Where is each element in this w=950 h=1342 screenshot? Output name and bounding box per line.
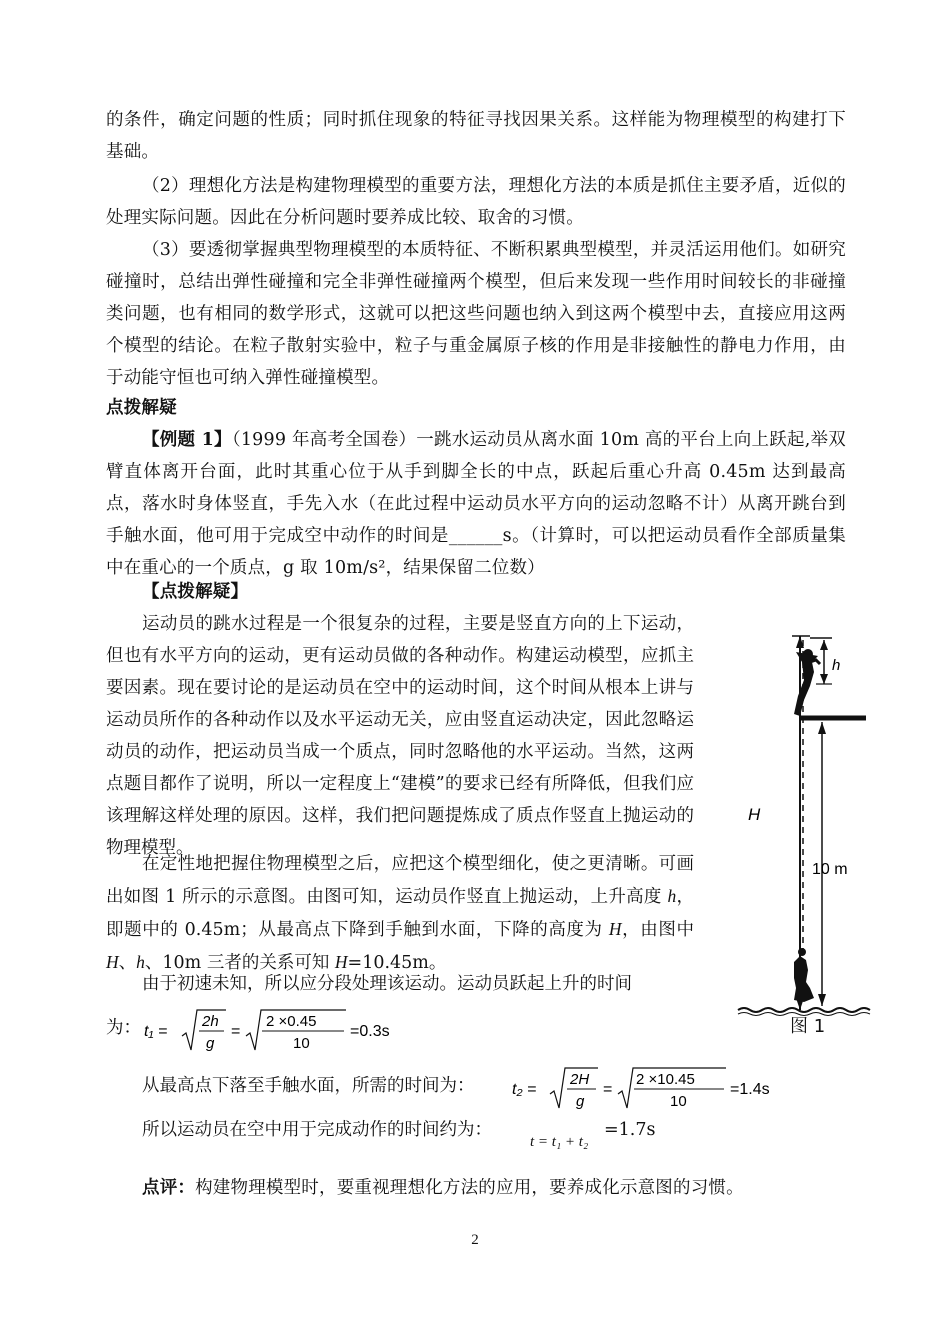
label-h: h — [832, 657, 841, 674]
figure-1-diving-diagram — [730, 622, 880, 1042]
label-H: H — [748, 805, 761, 824]
page-number: 2 — [471, 1232, 479, 1248]
solution-paragraph-2: 在定性地把握住物理模型之后，应把这个模型细化，使之更清晰。可画出如图 1 所示的示意图。由图可知，运动员作竖直上抛运动，上升高度 h，即题中的 0.45m；从最高点下降到手触到水面，下降的高度为 H，由图中 H、h、10m 三者的关系可知 H=10.45m。 — [106, 854, 695, 973]
formula-t2 — [510, 1064, 810, 1112]
figure-caption: 图 1 — [790, 1016, 826, 1037]
t1-frac1-den: g — [206, 1035, 215, 1052]
symbol-h: h — [667, 886, 677, 906]
label-10m: 10 m — [812, 861, 848, 878]
example-label: 【例题 1】 — [142, 430, 232, 450]
t1-frac2-num: 2 ×0.45 — [266, 1013, 317, 1030]
diver-top-icon — [794, 649, 820, 716]
t2-lhs: t₂ = — [512, 1081, 537, 1098]
formula-t1 — [142, 1006, 462, 1054]
svg-text:=: = — [231, 1023, 241, 1040]
comment — [106, 1172, 846, 1204]
total-result: =1.7s — [604, 1120, 656, 1140]
t1-result: =0.3s — [350, 1023, 390, 1040]
solution-paragraph-1: 运动员的跳水过程是一个很复杂的过程，主要是竖直方向的上下运动，但也有水平方向的运动，更有运动员做的各种动作。构建运动模型，应抓主要因素。现在要讨论的是运动员在空中的运动时间，这个时间从根本上讲与运动员所作的各种动作以及水平运动无关，应由竖直运动决定，因此忽略运动员的动作，把运动员当成一个质点，同时忽略他的水平运动。当然，这两点题目都作了说明，所以一定程度上“建模”的要求已经有所降低，但我们应该理解这样处理的原因。这样，我们把问题提炼成了质点作竖直上抛运动的物理模型。 — [106, 614, 694, 858]
paragraph-intro-continued: 的条件，确定问题的性质；同时抓住现象的特征寻找因果关系。这样能为物理模型的构建打下基础。 — [106, 110, 846, 162]
diver-bottom-icon — [794, 948, 814, 1002]
symbol-H: H — [608, 919, 622, 939]
comment-label: 点评： — [142, 1178, 196, 1198]
example-1 — [106, 424, 846, 584]
svg-text:=: = — [603, 1081, 613, 1098]
t1-frac2-den: 10 — [293, 1035, 310, 1052]
t2-frac2-num: 2 ×10.45 — [636, 1071, 695, 1088]
paragraph-point-2: （2）理想化方法是构建物理模型的重要方法，理想化方法的本质是抓住主要矛盾，近似的处理实际问题。因此在分析问题时要养成比较、取舍的习惯。 — [106, 176, 846, 228]
solution-title: 【点拨解疑】 — [142, 582, 249, 602]
section-title: 点拨解疑 — [106, 398, 177, 418]
t2-frac1-den: g — [576, 1093, 585, 1110]
example-text: （1999 年高考全国卷）一跳水运动员从离水面 10m 高的平台上向上跃起,举双臂直体离开台面，此时其重心位于从手到脚全长的中点，跃起后重心升高 0.45m 达到最高点，落水时身体竖直，手先入水（在此过程中运动员水平方向的运动忽略不计）从离开跳台到手触水面，他可用于完成空中动作的时间是______s。（计算时，可以把运动员看作全部质量集中在重心的一个质点，g 取 10m/s²，结果保留二位数） — [106, 430, 846, 578]
total-lhs: t = t₁ + t₂ — [530, 1134, 589, 1150]
comment-text: 构建物理模型时，要重视理想化方法的应用，要养成化示意图的习惯。 — [195, 1178, 744, 1198]
solution-paragraph-3: 由于初速未知，所以应分段处理该运动。运动员跃起上升的时间 — [142, 974, 632, 994]
t1-frac1-num: 2h — [202, 1013, 219, 1030]
t2-result: =1.4s — [730, 1081, 770, 1098]
paragraph-point-3: （3）要透彻掌握典型物理模型的本质特征、不断积累典型模型，并灵活运用他们。如研究碰撞时，总结出弹性碰撞和完全非弹性碰撞两个模型，但后来发现一些作用时间较长的非碰撞类问题，也有相同的数学形式，这就可以把这些问题也纳入到这两个模型中去，直接应用这两个模型的结论。在粒子散射实验中，粒子与重金属原子核的作用是非接触性的静电力作用，由于动能守恒也可纳入弹性碰撞模型。 — [106, 240, 846, 388]
document-page: 的条件，确定问题的性质；同时抓住现象的特征寻找因果关系。这样能为物理模型的构建打下基础。 （2）理想化方法是构建物理模型的重要方法，理想化方法的本质是抓住主要矛盾，近似的处理实际问题。因此在分析问题时要养成比较、取舍的习惯。 （3）要透彻掌握典型物理模型的本质特征、不断积累典型模型，并灵活运用他们。如研究碰撞时，总结出弹性碰撞和完全非弹性碰撞两个模型，但后来发现一些作用时间较长的非碰撞类问题，也有相同的数学形式，这就可以把这些问题也纳入到这两个模型中去，直接应用这两个模型的结论。在粒子散射实验中，粒子与重金属原子核的作用是非接触性的静电力作用，由于动能守恒也可纳入弹性碰撞模型。 点拨解疑 【例题 1】（1999 年高考全国卷）一跳水运动员从离水面 10m 高的平台上向上跃起,举双臂直体离开台面，此时其重心位于从手到脚全长的中点，跃起后重心升高 0.45m 达到最高点，落水时身体竖直，手先入水（在此过程中运动员水平方向的运动忽略不计）从离开跳台到手触水面，他可用于完成空中动作的时间是______s。（计算时，可以把运动员看作全部质量集中在重心的一个质点，g 取 10m/s²，结果保留二位数） 【点拨解疑】 运动员的跳水过程是一个很复杂的过程，主要是竖直方向的上下运动，但也有水平方向的运动，更有运动员做的各种动作。构建运动模型，应抓主要因素。现在要讨论的是运动员在空中的运动时间，这个时间从根本上讲与运动员所作的各种动作以及水平运动无关，应由竖直运动决定，因此忽略运动员的动作，把运动员当成一个质点，同时忽略他的水平运动。当然，这两点题目都作了说明，所以一定程度上“建模”的要求已经有所降低，但我们应该理解这样处理的原因。这样，我们把问题提炼成了质点作竖直上抛运动的物理模型。 在定性地把握住物理模型之后，应把这个模型细化，使之更清晰。可画出如图 1 所示的示意图。由图可知，运动员作竖直上抛运动，上升高度 h，即题中的 0.45m；从最高点下降到手触到水面，下降的高度为 H，由图中 H、h、10m 三者的关系可知 H=10.45m。 由于初速未知，所以应分段处理该运动。运动员跃起上升的时间 为： t₁ = 2h g = 2 ×0.45 10 =0.3s 从最高点下落至手触水面，所需的时间为： t₂ = 2H g = 2 ×10.45 10 =1.4s 所以运动员在空中用于完成动作的时间约为： t = t₁ + t₂ =1.7s 点评：构建物理模型时，要重视理想化方法的应用，要养成化示意图的习惯。 H h 10 m 图 1 2 — [0, 0, 950, 1342]
t2-frac2-den: 10 — [670, 1093, 687, 1110]
t1-lhs: t₁ = — [144, 1023, 168, 1040]
t2-frac1-num: 2H — [570, 1071, 590, 1088]
